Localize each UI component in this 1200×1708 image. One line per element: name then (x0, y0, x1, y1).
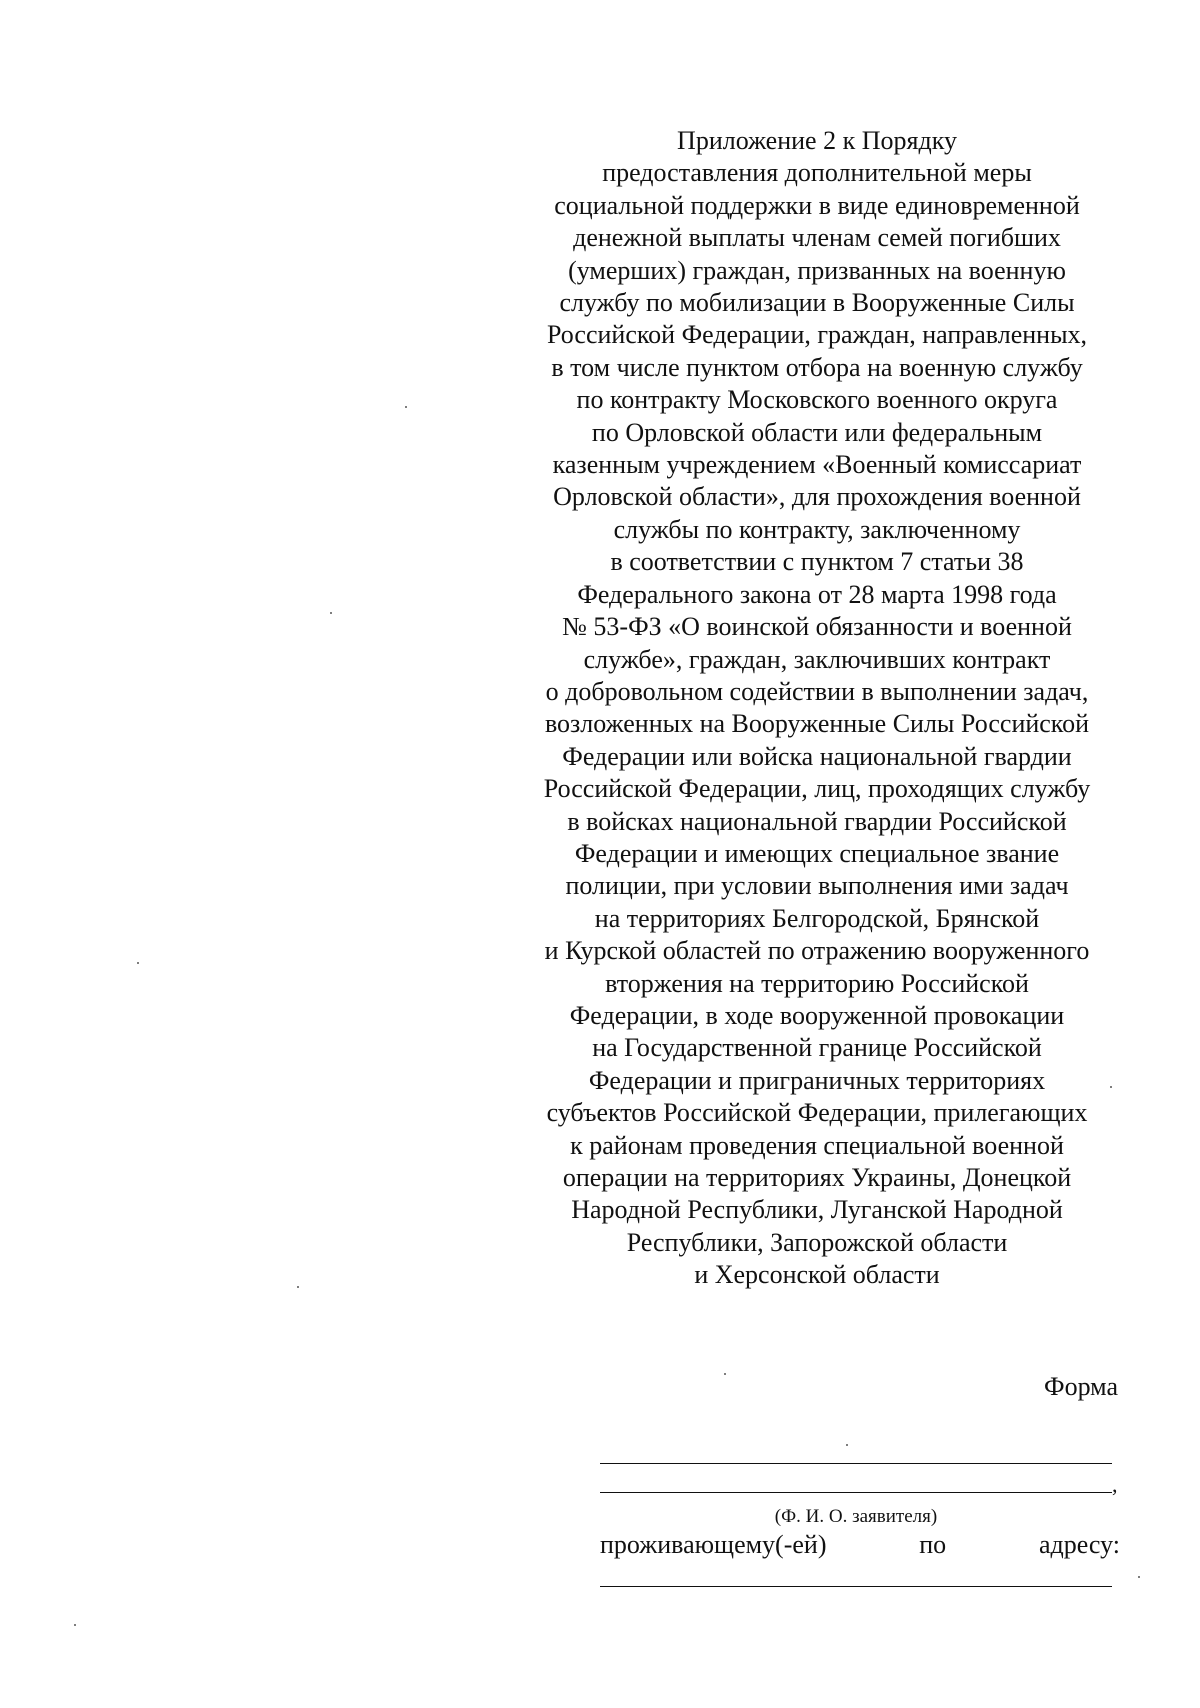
scan-speck (297, 1286, 299, 1288)
appendix-line: Народной Республики, Луганской Народной (571, 1195, 1063, 1225)
appendix-line: по контракту Московского военного округа (576, 385, 1058, 415)
fio-blank-line-1 (600, 1463, 1112, 1464)
appendix-line: (умерших) граждан, призванных на военную (568, 255, 1066, 285)
appendix-line: и Херсонской области (694, 1260, 940, 1290)
appendix-line: Приложение 2 к Порядку (677, 126, 957, 155)
appendix-line: Российской Федерации, лиц, проходящих службу (543, 774, 1091, 804)
scan-speck (74, 1624, 76, 1626)
fio-blank-line-2 (600, 1492, 1112, 1493)
appendix-line: казенным учреждением «Военный комиссариат (552, 450, 1082, 480)
appendix-line: Федерации и имеющих специальное звание (574, 838, 1060, 868)
fio-trailing-comma: , (1112, 1472, 1118, 1497)
appendix-heading (512, 125, 1122, 1292)
scan-speck (724, 1373, 726, 1375)
appendix-line: на территориях Белгородской, Брянской (594, 903, 1040, 933)
address-word-by: по (919, 1530, 947, 1559)
appendix-line: Федерации, в ходе вооруженной провокации (569, 1000, 1065, 1030)
address-blank-line (600, 1586, 1112, 1587)
appendix-line: вторжения на территорию Российской (605, 968, 1029, 998)
form-label: Форма (1044, 1372, 1118, 1401)
appendix-line: службе», граждан, заключивших контракт (583, 644, 1051, 674)
appendix-line: Орловской области», для прохождения военной (553, 482, 1081, 512)
appendix-line: службы по контракту, заключенному (613, 514, 1021, 544)
appendix-line: Республики, Запорожской области (626, 1227, 1008, 1257)
appendix-line: операции на территориях Украины, Донецкой (562, 1163, 1072, 1192)
appendix-line: в войсках национальной гвардии Российской (567, 806, 1067, 836)
appendix-line: Федерального закона от 28 марта 1998 года (577, 579, 1057, 609)
appendix-line: службу по мобилизации в Вооруженные Силы (559, 288, 1075, 318)
appendix-line: предоставления дополнительной меры (602, 158, 1032, 188)
fio-caption: (Ф. И. О. заявителя) (774, 1506, 938, 1527)
scan-speck (1110, 1086, 1112, 1088)
scan-speck (405, 406, 407, 408)
appendix-line: субъектов Российской Федерации, прилегающих (546, 1098, 1088, 1128)
scan-speck (1138, 1576, 1140, 1578)
appendix-line: полиции, при условии выполнения ими задач (565, 871, 1069, 901)
scan-speck (137, 962, 139, 964)
appendix-line: возложенных на Вооруженные Силы Российской (544, 709, 1090, 739)
appendix-line: о добровольном содействии в выполнении задач, (545, 676, 1089, 706)
appendix-line: в соответствии с пунктом 7 статьи 38 (610, 547, 1024, 577)
appendix-line: № 53-ФЗ «О воинской обязанности и военной (562, 612, 1072, 642)
appendix-line: в том числе пунктом отбора на военную службу (551, 352, 1083, 382)
appendix-line: денежной выплаты членам семей погибших (573, 223, 1061, 253)
appendix-line: Федерации или войска национальной гвардии (562, 741, 1072, 771)
address-word-address: адресу: (1038, 1530, 1120, 1559)
address-row (600, 1530, 1120, 1560)
appendix-line: по Орловской области или федеральным (591, 417, 1043, 447)
scan-speck (846, 1444, 848, 1446)
address-word-living: проживающему(-ей) (600, 1530, 827, 1559)
appendix-line: и Курской областей по отражению вооруженного (544, 936, 1090, 966)
appendix-line: к районам проведения специальной военной (570, 1130, 1064, 1160)
appendix-line: на Государственной границе Российской (592, 1033, 1042, 1063)
appendix-line: Российской Федерации, граждан, направленных, (546, 320, 1088, 350)
scan-speck (330, 612, 332, 614)
appendix-line: Федерации и приграничных территориях (588, 1065, 1046, 1095)
appendix-line: социальной поддержки в виде единовременной (554, 190, 1080, 220)
